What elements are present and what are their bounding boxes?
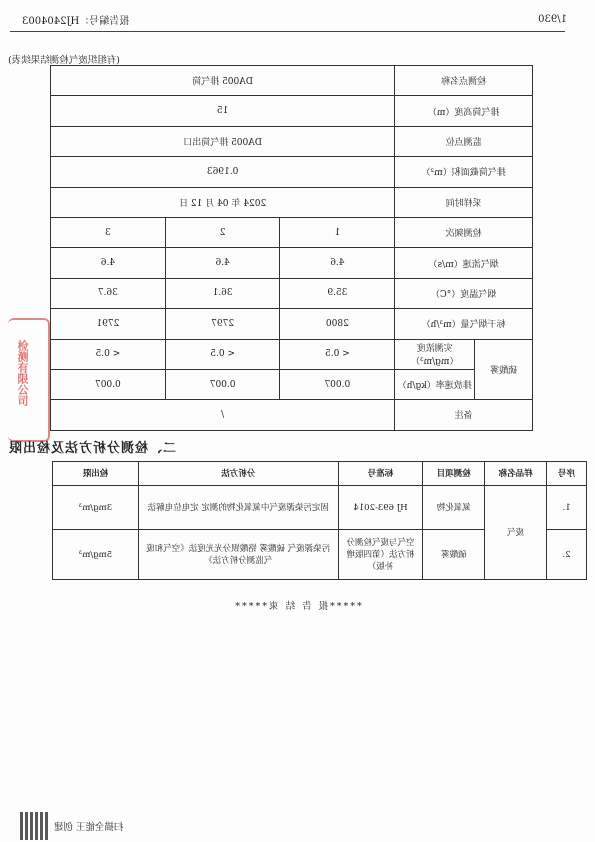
- data-cell: < 0.5: [165, 339, 280, 369]
- page-number: 1/930: [538, 14, 567, 25]
- data-cell: 2797: [165, 309, 280, 339]
- row-label: 排气筒截面积（m²）: [395, 157, 533, 187]
- row-label: 采样时间: [395, 187, 533, 217]
- row-label: 标干烟气量（m³/h）: [395, 309, 533, 339]
- column-header: 检出限: [53, 462, 139, 486]
- data-cell: 0.007: [165, 369, 280, 399]
- pollutant-label: 硫酸雾: [475, 339, 533, 400]
- row-value: DA005 排气筒出口: [51, 126, 395, 156]
- data-cell: 36.7: [51, 278, 166, 308]
- table-row: [51, 96, 533, 126]
- table-row: [51, 309, 533, 339]
- remark-label: 备注: [395, 400, 533, 430]
- data-cell: 0.007: [280, 369, 395, 399]
- data-cell: 2791: [51, 309, 166, 339]
- data-cell: < 0.5: [280, 339, 395, 369]
- freq-cell: 3: [51, 217, 166, 247]
- data-cell: 35.9: [280, 278, 395, 308]
- detection-limit: 5mg/m³: [53, 530, 139, 580]
- column-header: 检测项目: [423, 462, 485, 486]
- data-cell: 4.6: [280, 248, 395, 278]
- row-value: 15: [51, 96, 395, 126]
- table-row: [51, 66, 533, 96]
- row-value: 0.1963: [51, 157, 395, 187]
- table-row: [51, 157, 533, 187]
- freq-cell: 1: [280, 217, 395, 247]
- column-header: 标准号: [338, 462, 423, 486]
- row-label: 监测点位: [395, 126, 533, 156]
- table-row: [51, 339, 533, 369]
- table-row: [53, 486, 587, 530]
- remark-value: /: [51, 400, 395, 430]
- table-row: [51, 126, 533, 156]
- test-item: 氮氧化物: [423, 486, 485, 530]
- test-item: 硫酸雾: [423, 530, 485, 580]
- row-label: 检测点名称: [395, 66, 533, 96]
- scanner-footer: [20, 812, 124, 840]
- data-cell: 36.1: [165, 278, 280, 308]
- emission-results-table: [50, 65, 533, 431]
- method-table: [52, 461, 587, 580]
- detection-limit: 3mg/m³: [53, 486, 139, 530]
- table-row: [51, 400, 533, 430]
- row-value: DA005 排气筒: [51, 66, 395, 96]
- analysis-method: 固定污染源废气中氮氧化物的测定 定电位电解法: [138, 486, 338, 530]
- standard-number: HJ 693-2014: [338, 486, 423, 530]
- table-header-row: [53, 462, 587, 486]
- table-caption: (有组织废气检测结果续表): [8, 55, 120, 66]
- freq-label: 检测频次: [395, 217, 533, 247]
- footer-text: 扫描全能王 创建: [54, 822, 124, 833]
- seal-text: 检测有限公司: [16, 340, 29, 406]
- row-label: 实测浓度（mg/m³）: [395, 339, 475, 369]
- data-cell: < 0.5: [51, 339, 166, 369]
- header-rule: [10, 31, 565, 32]
- freq-cell: 2: [165, 217, 280, 247]
- report-end-text: *****报 告 结 束*****: [233, 601, 362, 612]
- official-seal: [8, 318, 50, 442]
- row-label: 烟气流速（m/s）: [395, 248, 533, 278]
- data-cell: 4.6: [51, 248, 166, 278]
- standard-number: 空气与废气检测分析方法（第四版增补版）: [338, 530, 423, 580]
- data-cell: 4.6: [165, 248, 280, 278]
- data-cell: 0.007: [51, 369, 166, 399]
- sample-name: 废气: [485, 486, 547, 580]
- row-label: 排气筒高度（m）: [395, 96, 533, 126]
- row-value: 2024 年 04 月 12 日: [51, 187, 395, 217]
- row-number: 1.: [547, 486, 587, 530]
- section-title: 二、检测分析方法及检出限: [8, 441, 177, 456]
- row-label: 烟气温度（°C）: [395, 278, 533, 308]
- table-row: [51, 248, 533, 278]
- table-row: [51, 278, 533, 308]
- analysis-method: 污染源废气 硫酸雾 铬酸钡分光光度法《空气和废气监测分析方法》: [138, 530, 338, 580]
- column-header: 分析方法: [138, 462, 338, 486]
- column-header: 序号: [547, 462, 587, 486]
- report-number: 报告编号：HJ2404003: [22, 16, 130, 27]
- column-header: 样品名称: [485, 462, 547, 486]
- data-cell: 2800: [280, 309, 395, 339]
- row-label: 排放速率（kg/h）: [395, 369, 475, 399]
- table-row: [51, 369, 533, 399]
- row-number: 2.: [547, 530, 587, 580]
- qr-code-icon: [20, 812, 48, 840]
- table-row: [51, 217, 533, 247]
- table-row: [51, 187, 533, 217]
